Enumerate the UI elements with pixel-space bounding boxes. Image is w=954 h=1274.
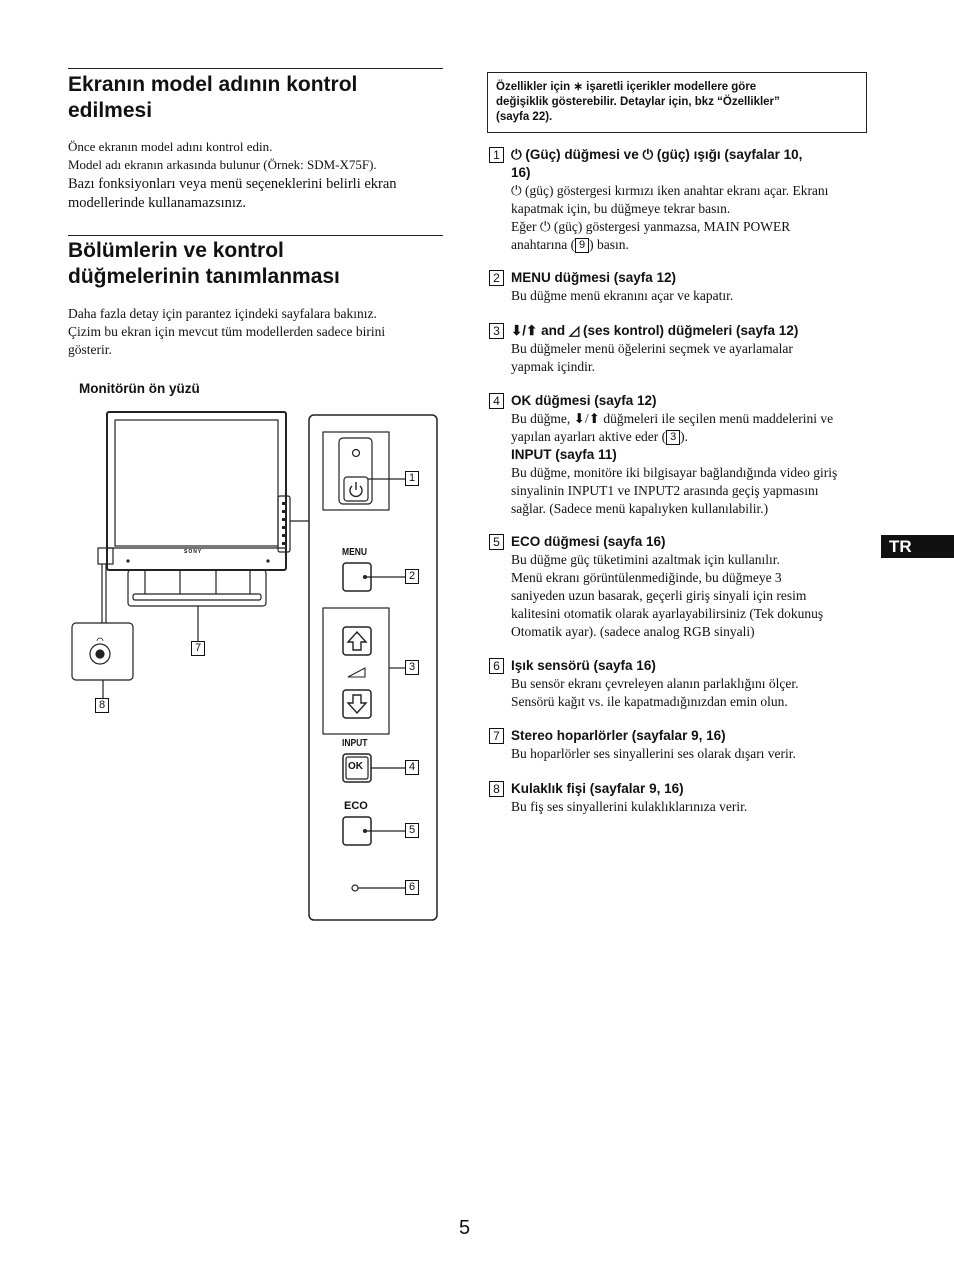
callout-1: 1 [405,471,419,486]
brand-logo: SONY [184,549,203,555]
callout-4: 4 [405,760,419,775]
parts-paragraph: Daha fazla detay için parantez içindeki sayfalara bakınız. Çizim bu ekran için mevcut tüm modellerden sadece birini gösterir. [68,306,386,357]
ok-button-label: OK [348,761,363,772]
callout-6: 6 [405,880,419,895]
front-heading: Monitörün ön yüzü [79,381,200,396]
headphone-icon [97,638,103,641]
model-note-paragraph: Bazı fonksiyonları veya menü seçeneklerini belirli ekran modellerinde kullanamazsınız. [68,176,397,211]
callout-5: 5 [405,823,419,838]
section-title-parts: Bölümlerin ve kontrol düğmelerinin tanımlanması [68,239,340,288]
section-title-model: Ekranın model adının kontrol edilmesi [68,73,358,122]
eco-label: ECO [344,800,368,812]
item-light-sensor: 6 Işık sensörü (sayfa 16) Bu sensör ekranı çevreleyen alanın parlaklığını ölçer. Sensörü kağıt vs. ile kapatmadığınızdan emin olun. [489,657,864,711]
callout-7: 7 [191,641,205,656]
features-note-box: Özellikler için ∗ işaretli içerikler modellere göre değişiklik gösterebilir. Detaylar için, bkz “Özellikler” (sayfa 22). [487,72,867,133]
item-arrows: 3 ⬇/⬆ and ◿ (ses kontrol) düğmeleri (sayfa 12) Bu düğmeler menü öğelerini seçmek ve ayarlamalar yapmak içindir. [489,322,864,376]
item-eco: 5 ECO düğmesi (sayfa 16) Bu düğme güç tüketimini azaltmak için kullanılır. Menü ekranı görüntülenmediğinde, bu düğmeye 3 saniyeden uzun basarak, geçerli giriş sinyali için resim kalitesini otomatik olarak ayarlayabilirsiniz (Tek dokunuş Otomatik ayar). (sadece analog RGB sinyali) [489,533,864,641]
input-label: INPUT [342,738,368,749]
down-arrow-icon [348,695,366,713]
page-number: 5 [459,1217,471,1239]
up-arrow-icon [348,632,366,650]
item-power: 1 ⏻ (Güç) düğmesi ve ⏻ (güç) ışığı (sayfalar 10, 16) ⏻ (güç) göstergesi kırmızı iken anahtar ekranı açar. Ekranı kapatmak için, bu düğmeye tekrar basın. Eğer ⏻ (güç) göstergesi yanmazsa, MAIN POWER anahtarına ( 9 ) basın. [489,146,864,254]
item-headphone-jack: 8 Kulaklık fişi (sayfalar 9, 16) Bu fiş ses sinyallerini kulaklıklarınıza verir. [489,780,864,816]
item-menu: 2 MENU düğmesi (sayfa 12) Bu düğme menü ekranını açar ve kapatır. [489,269,864,305]
item-ok: 4 OK düğmesi (sayfa 12) Bu düğme, ⬇/⬆ düğmeleri ile seçilen menü maddelerini ve yapılan ayarları aktive eder ( 3 ). INPUT (sayfa 11) Bu düğme, monitöre iki bilgisayar bağlandığında video giriş sinyalinin INPUT1 ve INPUT2 arasında geçiş yapmasını sağlar. (Sadece menü kapalıyken kullanılabilir.) [489,392,864,518]
menu-label: MENU [342,547,368,558]
callout-3: 3 [405,660,419,675]
model-paragraph: Önce ekranın model adını kontrol edin. Model adı ekranın arkasında bulunur (Örnek: SDM-X75F). [68,139,377,172]
callout-2: 2 [405,569,419,584]
volume-icon [348,668,365,677]
power-icon [350,482,362,496]
item-speakers: 7 Stereo hoparlörler (sayfalar 9, 16) Bu hoparlörler ses sinyallerini ses olarak dışarı verir. [489,727,864,763]
callout-8: 8 [95,698,109,713]
language-tab: TR [881,535,954,558]
